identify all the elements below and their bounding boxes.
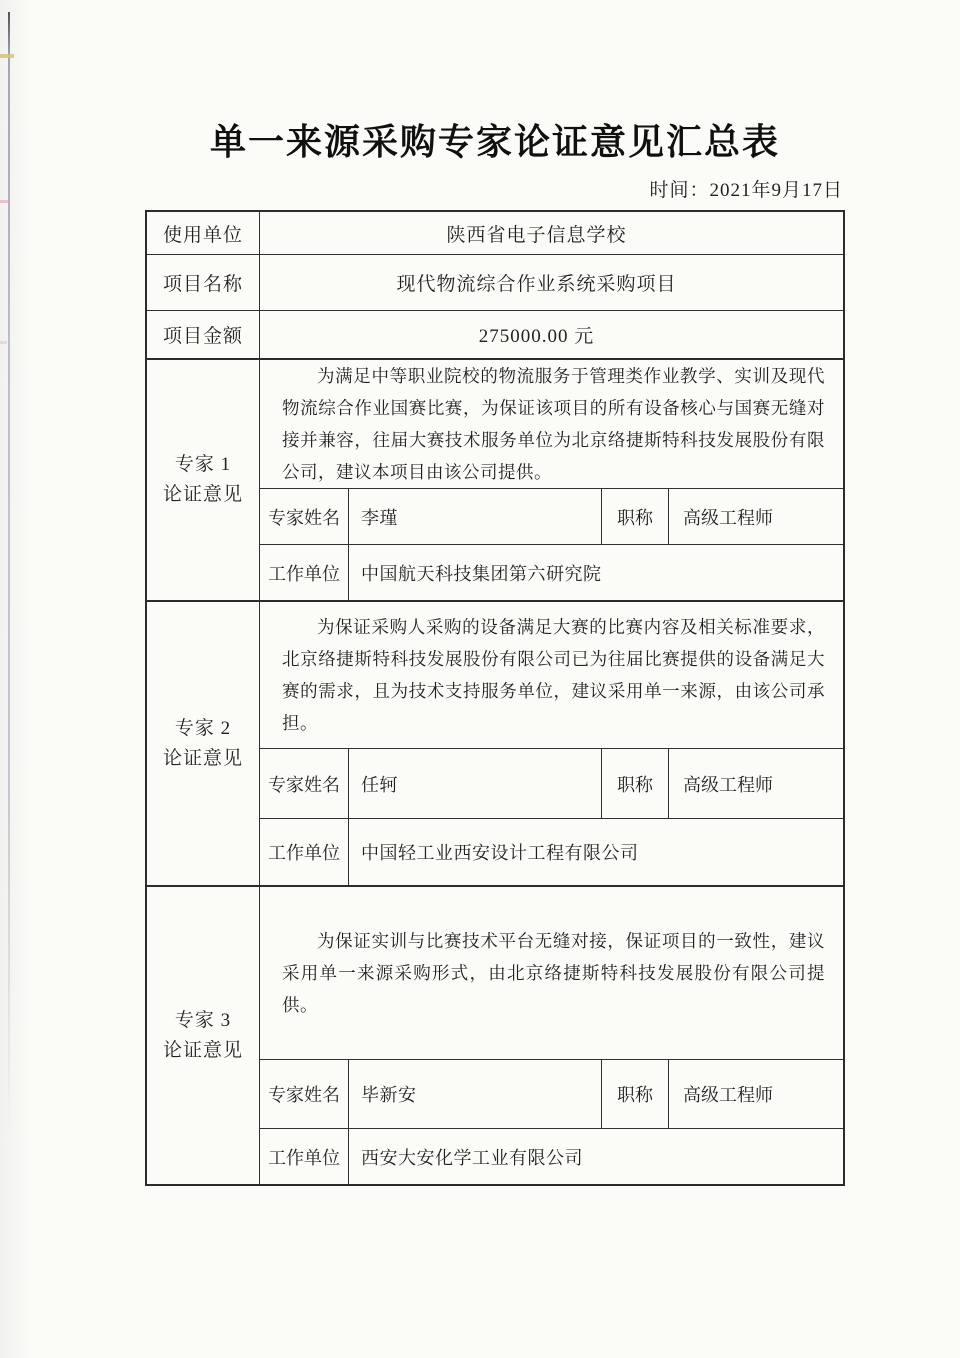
project-name-label: 项目名称 — [147, 255, 260, 310]
expert-2-label-line2: 论证意见 — [162, 747, 243, 769]
scan-fold-line-artifact — [8, 12, 10, 1132]
expert-1-title-value: 高级工程师 — [683, 507, 773, 528]
table-row-project-name — [147, 254, 843, 310]
using-unit-value: 陕西省电子信息学校 — [446, 224, 627, 246]
project-name-value: 现代物流综合作业系统采购项目 — [396, 274, 677, 295]
expert-2-title-value: 高级工程师 — [683, 774, 773, 795]
expert-3-title-label: 职称 — [601, 1060, 669, 1128]
expert-2-body — [260, 602, 843, 885]
document-content — [145, 0, 845, 1186]
expert-3-unit-label: 工作单位 — [260, 1129, 349, 1184]
expert-3-body — [260, 887, 843, 1184]
expert-3-section-label — [147, 887, 260, 1184]
project-amount-label: 项目金额 — [147, 311, 260, 358]
expert-1-unit-row — [260, 544, 843, 600]
expert-1-opinion-text: 为满足中等职业院校的物流服务于管理类作业教学、实训及现代物流综合作业国赛比赛，为保证该项目的所有设备核心与国赛无缝对接并兼容，往届大赛技术服务单位为北京络捷斯特科技发展股份有限公司，建议本项目由该公司提供。 — [282, 366, 825, 482]
expert-1-name-row — [260, 488, 843, 544]
expert-3-unit-row — [260, 1128, 843, 1184]
scan-edge-tint — [0, 0, 34, 1358]
expert-1-body — [260, 360, 843, 600]
expert-2-name-row — [260, 748, 843, 818]
expert-3-unit-value: 西安大安化学工业有限公司 — [361, 1147, 583, 1168]
expert-1-opinion-cell — [260, 360, 843, 488]
expert-2-section-label — [147, 602, 260, 885]
scan-mark-pink-2 — [0, 341, 7, 344]
expert-3-opinion-cell — [260, 887, 843, 1059]
expert-1-section — [147, 358, 843, 600]
expert-1-section-label — [147, 360, 260, 600]
expert-3-section — [147, 885, 843, 1184]
scan-mark-pink — [0, 200, 9, 203]
expert-3-name-value: 毕新安 — [361, 1085, 417, 1105]
expert-3-name-label: 专家姓名 — [260, 1060, 349, 1128]
expert-2-unit-label: 工作单位 — [260, 819, 349, 885]
scan-mark-yellow — [0, 54, 14, 58]
summary-table — [145, 210, 845, 1186]
expert-2-title-label: 职称 — [601, 749, 669, 818]
expert-1-label-line2: 论证意见 — [162, 484, 243, 505]
table-row-project-amount — [147, 310, 843, 358]
expert-1-name-value: 李瑾 — [361, 507, 398, 528]
expert-2-section — [147, 600, 843, 885]
expert-2-label-line1: 专家 2 — [174, 717, 232, 739]
expert-3-name-row — [260, 1059, 843, 1128]
expert-2-opinion-text: 为保证采购人采购的设备满足大赛的比赛内容及相关标准要求，北京络捷斯特科技发展股份有限公司已为往届比赛提供的设备满足大赛的需求，且为技术支持服务单位，建议采用单一来源，由该公司承担。 — [282, 617, 825, 733]
expert-1-unit-label: 工作单位 — [260, 545, 349, 600]
date-line: 时间：2021年9月17日 — [649, 180, 843, 201]
expert-3-title-value: 高级工程师 — [683, 1085, 773, 1105]
expert-2-name-value: 任轲 — [361, 774, 398, 795]
using-unit-label: 使用单位 — [147, 212, 260, 254]
expert-3-label-line2: 论证意见 — [162, 1039, 243, 1061]
expert-2-name-label: 专家姓名 — [260, 749, 349, 818]
table-row-using-unit — [147, 212, 843, 254]
expert-3-opinion-text: 为保证实训与比赛技术平台无缝对接，保证项目的一致性，建议采用单一来源采购形式，由北京络捷斯特科技发展股份有限公司提供。 — [282, 931, 825, 1015]
expert-1-name-label: 专家姓名 — [260, 489, 349, 544]
expert-1-title-label: 职称 — [601, 489, 669, 544]
expert-1-label-line1: 专家 1 — [174, 454, 232, 475]
project-amount-value: 275000.00 元 — [478, 326, 595, 347]
expert-1-unit-value: 中国航天科技集团第六研究院 — [361, 563, 602, 584]
expert-2-opinion-cell — [260, 602, 843, 748]
page-title: 单一来源采购专家论证意见汇总表 — [209, 122, 780, 162]
expert-3-label-line1: 专家 3 — [174, 1009, 232, 1031]
expert-2-unit-value: 中国轻工业西安设计工程有限公司 — [361, 843, 639, 863]
expert-2-unit-row — [260, 818, 843, 885]
